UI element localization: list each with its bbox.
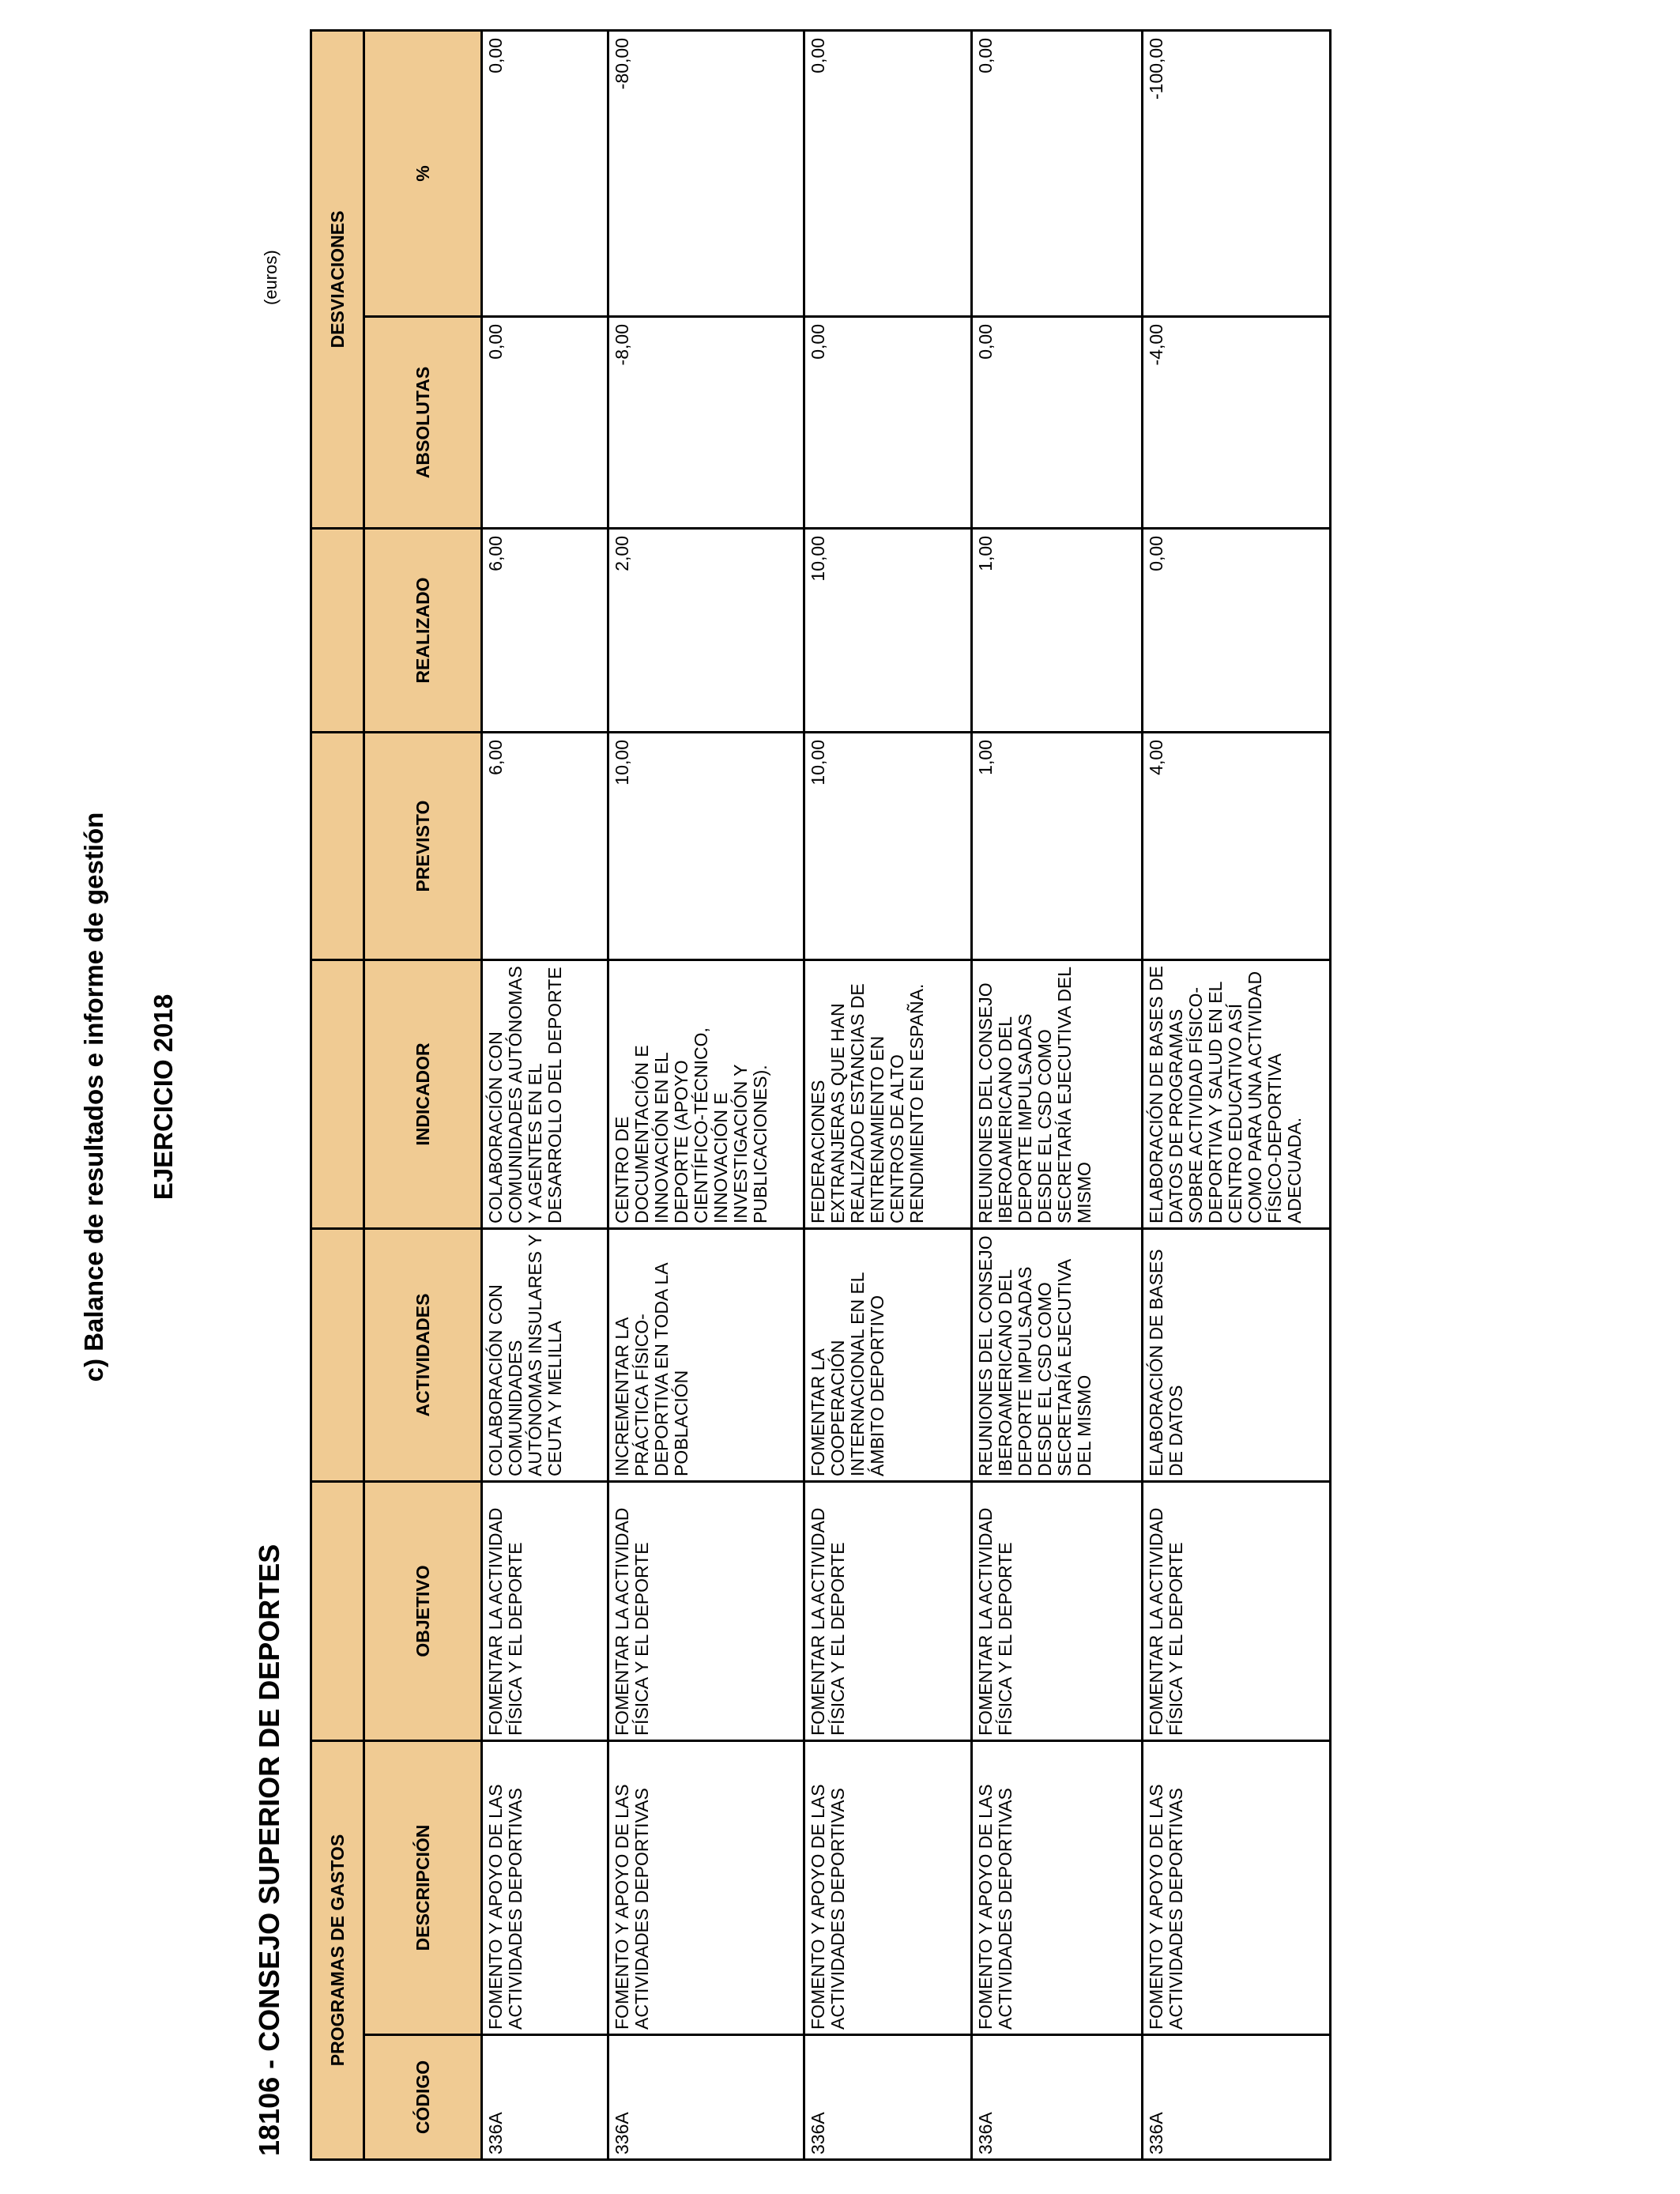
cell-realizado: 0,00 — [1146, 536, 1166, 571]
cell-absolutas: 0,00 — [808, 324, 828, 360]
cell-codigo: 336A — [485, 2112, 506, 2154]
report-year: EJERCICIO 2018 — [149, 993, 178, 1201]
cell-actividades: ELABORACIÓN DE BASES DE DATOS — [1146, 1249, 1186, 1476]
units-label: (euros) — [261, 250, 281, 305]
cell-actividades: REUNIONES DEL CONSEJO IBEROAMERICANO DEL DEPORTE IMPULSADAS DESDE EL CSD COMO SECRETARÍA EJECUTIVA DEL MISMO — [975, 1235, 1094, 1476]
table-row — [482, 30, 608, 2159]
table-row — [608, 30, 804, 2159]
col-header-objetivo: OBJETIVO — [364, 1482, 482, 1741]
cell-realizado: 10,00 — [808, 536, 828, 582]
cell-objetivo: FOMENTAR LA ACTIVIDAD FÍSICA Y EL DEPORTE — [485, 1507, 525, 1736]
cell-codigo: 336A — [975, 2112, 996, 2154]
col-header-absolutas: ABSOLUTAS — [364, 317, 482, 529]
cell-previsto: 10,00 — [612, 740, 632, 786]
organization-heading: 18106 - CONSEJO SUPERIOR DE DEPORTES — [253, 1544, 285, 2156]
group-header-blank-actividades — [311, 1229, 364, 1482]
cell-descripcion: FOMENTO Y APOYO DE LAS ACTIVIDADES DEPORTIVAS — [485, 1784, 525, 2030]
cell-descripcion: FOMENTO Y APOYO DE LAS ACTIVIDADES DEPORTIVAS — [1146, 1784, 1186, 2030]
table-row — [1143, 30, 1331, 2159]
cell-absolutas: -8,00 — [612, 324, 632, 366]
cell-indicador: COLABORACIÓN CON COMUNIDADES AUTÓNOMAS Y AGENTES EN EL DESARROLLO DEL DEPORTE — [485, 966, 565, 1223]
cell-realizado: 1,00 — [975, 536, 996, 571]
cell-indicador: ELABORACIÓN DE BASES DE DATOS DE PROGRAMAS SOBRE ACTIVIDAD FÍSICO-DEPORTIVA Y SALUD EN EL CENTRO EDUCATIVO ASÍ COMO PARA UNA ACTIVIDAD FÍSICO-DEPORTIVA ADECUADA. — [1146, 966, 1305, 1223]
cell-objetivo: FOMENTAR LA ACTIVIDAD FÍSICA Y EL DEPORTE — [808, 1507, 848, 1736]
cell-codigo: 336A — [1146, 2112, 1166, 2154]
cell-actividades: INCREMENTAR LA PRÁCTICA FÍSICO-DEPORTIVA EN TODA LA POBLACIÓN — [612, 1263, 691, 1476]
report-title: c) Balance de resultados e informe de gestión — [79, 812, 108, 1382]
group-header-blank-objetivo — [311, 1482, 364, 1741]
cell-descripcion: FOMENTO Y APOYO DE LAS ACTIVIDADES DEPORTIVAS — [612, 1784, 652, 2030]
cell-descripcion: FOMENTO Y APOYO DE LAS ACTIVIDADES DEPORTIVAS — [975, 1784, 1015, 2030]
group-header-row — [311, 30, 364, 2159]
group-header-programas: PROGRAMAS DE GASTOS — [311, 1741, 364, 2160]
cell-indicador: REUNIONES DEL CONSEJO IBEROAMERICANO DEL DEPORTE IMPULSADAS DESDE EL CSD COMO SECRETARÍA EJECUTIVA DEL MISMO — [975, 967, 1094, 1223]
group-header-blank-realizado — [311, 529, 364, 733]
cell-porcentaje: -80,00 — [612, 37, 632, 90]
cell-codigo: 336A — [808, 2112, 828, 2154]
cell-previsto: 1,00 — [975, 740, 996, 775]
cell-realizado: 2,00 — [612, 536, 632, 571]
group-header-desviaciones: DESVIACIONES — [311, 30, 364, 528]
cell-actividades: FOMENTAR LA COOPERACIÓN INTERNACIONAL EN EL ÁMBITO DEPORTIVO — [808, 1272, 887, 1476]
col-header-codigo: CÓDIGO — [364, 2035, 482, 2160]
cell-porcentaje: 0,00 — [485, 37, 506, 74]
cell-objetivo: FOMENTAR LA ACTIVIDAD FÍSICA Y EL DEPORTE — [612, 1507, 652, 1736]
cell-codigo: 336A — [612, 2112, 632, 2154]
cell-previsto: 10,00 — [808, 740, 828, 786]
cell-objetivo: FOMENTAR LA ACTIVIDAD FÍSICA Y EL DEPORTE — [975, 1507, 1015, 1736]
col-header-previsto: PREVISTO — [364, 733, 482, 960]
cell-realizado: 6,00 — [485, 536, 506, 571]
table-row — [972, 30, 1143, 2159]
cell-objetivo: FOMENTAR LA ACTIVIDAD FÍSICA Y EL DEPORTE — [1146, 1507, 1186, 1736]
table-row — [804, 30, 972, 2159]
col-header-indicador: INDICADOR — [364, 960, 482, 1229]
cell-porcentaje: 0,00 — [808, 37, 828, 74]
col-header-porcentaje: % — [364, 30, 482, 316]
cell-porcentaje: 0,00 — [975, 37, 996, 74]
column-header-row — [364, 30, 482, 2159]
cell-descripcion: FOMENTO Y APOYO DE LAS ACTIVIDADES DEPORTIVAS — [808, 1784, 848, 2030]
col-header-descripcion: DESCRIPCIÓN — [364, 1741, 482, 2035]
group-header-blank-previsto — [311, 733, 364, 960]
cell-porcentaje: -100,00 — [1146, 37, 1166, 100]
cell-absolutas: -4,00 — [1146, 324, 1166, 366]
cell-absolutas: 0,00 — [485, 324, 506, 360]
cell-previsto: 6,00 — [485, 740, 506, 775]
group-header-blank-indicador — [311, 960, 364, 1229]
cell-previsto: 4,00 — [1146, 740, 1166, 775]
cell-actividades: COLABORACIÓN CON COMUNIDADES AUTÓNOMAS INSULARES Y CEUTA Y MELILLA — [485, 1235, 565, 1476]
cell-absolutas: 0,00 — [975, 324, 996, 360]
results-table — [310, 29, 1332, 2161]
col-header-actividades: ACTIVIDADES — [364, 1229, 482, 1482]
cell-indicador: CENTRO DE DOCUMENTACIÓN E INNOVACIÓN EN EL DEPORTE (APOYO CIENTÍFICO-TÉCNICO, INNOVACIÓN E INVESTIGACIÓN Y PUBLICACIONES). — [612, 1027, 770, 1223]
cell-indicador: FEDERACIONES EXTRANJERAS QUE HAN REALIZADO ESTANCIAS DE ENTRENAMIENTO EN CENTROS DE ALTO RENDIMIENTO EN ESPAÑA. — [808, 983, 927, 1223]
col-header-realizado: REALIZADO — [364, 529, 482, 733]
